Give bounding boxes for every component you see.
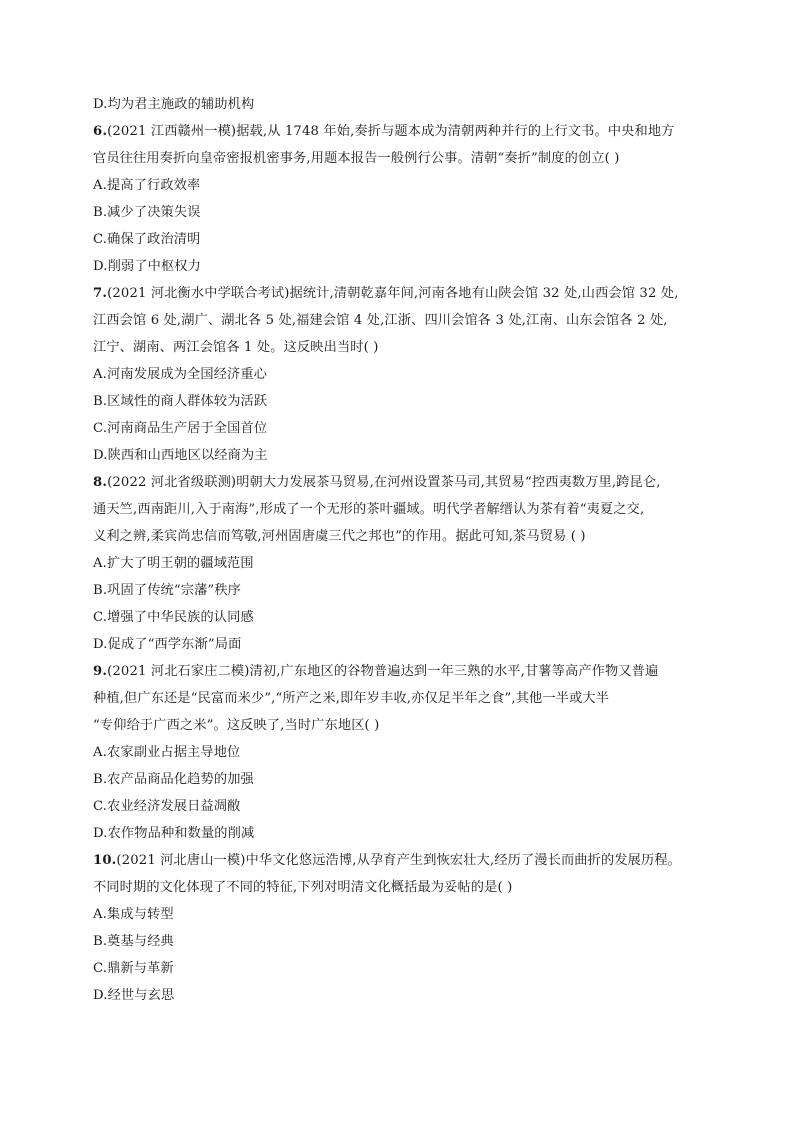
option-d: D.削弱了中枢权力 <box>93 259 201 274</box>
option-a: A.提高了行政效率 <box>93 178 201 193</box>
question-text: (2021 江西赣州一模)据载,从 1748 年始,奏折与题本成为清朝两种并行的上行文书。中央和地方 <box>107 124 675 139</box>
option-b: B.农产品商品化趋势的加强 <box>93 772 254 787</box>
option-c: C.增强了中华民族的认同感 <box>93 610 254 625</box>
question-text: 不同时期的文化体现了不同的特征,下列对明清文化概括最为妥帖的是( ) <box>93 880 513 895</box>
option-d: D.经世与玄思 <box>93 988 175 1003</box>
option-a: A.集成与转型 <box>93 907 174 922</box>
question-text: 通天竺,西南距川,入于南海”,形成了一个无形的茶叶疆域。明代学者解缙认为茶有着“夷夏之交, <box>93 502 645 517</box>
option-d: D.农作物品种和数量的削减 <box>93 826 255 841</box>
option-d: D.促成了“西学东渐”局面 <box>93 637 242 652</box>
option-b: B.奠基与经典 <box>93 934 174 949</box>
question-8-line-1 <box>93 473 661 493</box>
question-text: 义利之辨,柔宾尚忠信而笃敬,河州固唐虞三代之邦也”的作用。据此可知,茶马贸易 ( ) <box>93 529 586 544</box>
option-a: A.扩大了明王朝的疆域范围 <box>93 556 254 571</box>
question-number: 7. <box>93 286 108 301</box>
question-text: 江宁、湖南、两江会馆各 1 处。这反映出当时( ) <box>93 340 379 355</box>
question-text: (2021 河北石家庄二模)清初,广东地区的谷物普遍达到一年三熟的水平,甘薯等高产作物又普遍 <box>107 664 659 679</box>
option-a: A.河南发展成为全国经济重心 <box>93 367 268 382</box>
question-text: 种植,但广东还是“民富而米少”,“所产之米,即年岁丰收,亦仅足半年之食”,其他一半或大半 <box>93 691 610 706</box>
option-b: B.区域性的商人群体较为活跃 <box>93 394 268 409</box>
option-a: A.农家副业占据主导地位 <box>93 745 241 760</box>
question-text: 官员往往用奏折向皇帝密报机密事务,用题本报告一般例行公事。清朝“奏折”制度的创立( ) <box>93 151 620 166</box>
question-number: 9. <box>93 664 108 679</box>
option-b: B.巩固了传统“宗藩”秩序 <box>93 583 242 598</box>
question-number: 6. <box>93 124 108 139</box>
question-number: 8. <box>93 475 108 490</box>
option-c: C.农业经济发展日益凋敝 <box>93 799 241 814</box>
option-c: C.确保了政治清明 <box>93 232 201 247</box>
question-text: (2021 河北唐山一模)中华文化悠远浩博,从孕育产生到恢宏壮大,经历了漫长而曲折的发展历程。 <box>116 853 682 868</box>
option-c: C.鼎新与革新 <box>93 961 174 976</box>
question-text: “专仰给于广西之米”。这反映了,当时广东地区( ) <box>93 718 380 733</box>
question-number: 10. <box>93 853 117 868</box>
question-9-line-1 <box>93 662 658 682</box>
option-d: D.陕西和山西地区以经商为主 <box>93 448 268 463</box>
question-10-line-1 <box>93 851 681 871</box>
option-b: B.减少了决策失误 <box>93 205 201 220</box>
prev-question-option-d: D.均为君主施政的辅助机构 <box>93 97 255 112</box>
question-text: (2022 河北省级联测)明朝大力发展茶马贸易,在河州设置茶马司,其贸易“控西夷数万里,跨昆仑, <box>107 475 661 490</box>
question-text: (2021 河北衡水中学联合考试)据统计,清朝乾嘉年间,河南各地有山陕会馆 32 处,山西会馆 32 处, <box>107 286 679 301</box>
option-c: C.河南商品生产居于全国首位 <box>93 421 268 436</box>
question-6-line-1 <box>93 122 675 142</box>
question-text: 江西会馆 6 处,湖广、湖北各 5 处,福建会馆 4 处,江浙、四川会馆各 3 处,江南、山东会馆各 2 处, <box>93 313 668 328</box>
question-7-line-1 <box>93 284 679 304</box>
